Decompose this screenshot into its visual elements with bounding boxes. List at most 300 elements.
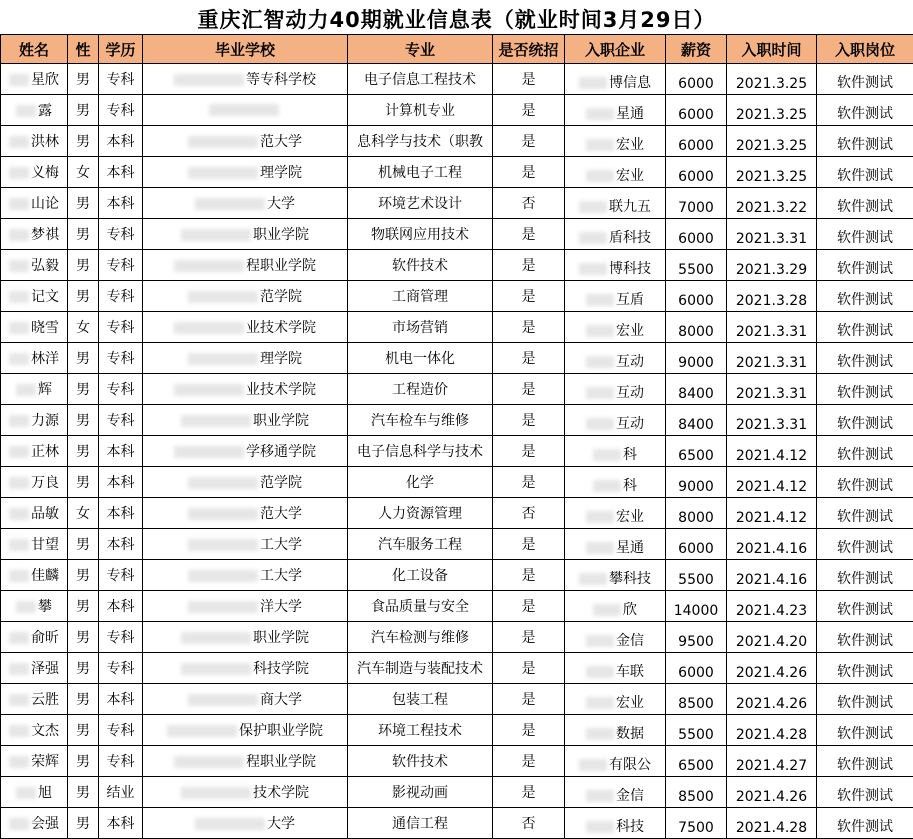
cell-education[interactable] <box>99 436 143 467</box>
col-header-education[interactable]: 学历 <box>99 35 143 64</box>
cell-position[interactable] <box>817 715 913 746</box>
cell-name[interactable] <box>1 64 68 95</box>
cell-gender[interactable] <box>68 436 99 467</box>
cell-major[interactable] <box>348 312 493 343</box>
cell-education[interactable] <box>99 715 143 746</box>
cell-gender[interactable] <box>68 777 99 808</box>
cell-tongzhao[interactable] <box>493 188 565 219</box>
table-row <box>1 653 913 684</box>
cell-position[interactable] <box>817 591 913 622</box>
cell-company[interactable] <box>565 777 666 808</box>
cell-school[interactable] <box>143 529 348 560</box>
cell-gender[interactable] <box>68 219 99 250</box>
cell-school[interactable] <box>143 64 348 95</box>
redaction-blur <box>9 570 29 582</box>
cell-date[interactable] <box>727 405 817 436</box>
cell-company[interactable] <box>565 95 666 126</box>
cell-gender[interactable] <box>68 622 99 653</box>
cell-company[interactable] <box>565 250 666 281</box>
cell-education[interactable] <box>99 777 143 808</box>
cell-tongzhao[interactable] <box>493 622 565 653</box>
cell-school[interactable] <box>143 126 348 157</box>
cell-name[interactable] <box>1 498 68 529</box>
cell-education[interactable] <box>99 64 143 95</box>
redaction-blur <box>9 632 29 644</box>
cell-tongzhao[interactable] <box>493 684 565 715</box>
cell-name[interactable] <box>1 684 68 715</box>
cell-major[interactable] <box>348 405 493 436</box>
cell-company[interactable] <box>565 560 666 591</box>
cell-gender[interactable] <box>68 467 99 498</box>
cell-major[interactable] <box>348 746 493 777</box>
col-header-date[interactable]: 入职时间 <box>727 35 817 64</box>
cell-position[interactable] <box>817 281 913 312</box>
cell-gender[interactable] <box>68 188 99 219</box>
cell-position[interactable] <box>817 250 913 281</box>
cell-salary[interactable] <box>666 808 727 839</box>
redaction-blur <box>586 325 614 337</box>
cell-education[interactable] <box>99 343 143 374</box>
cell-salary[interactable] <box>666 312 727 343</box>
cell-education[interactable] <box>99 498 143 529</box>
cell-salary[interactable] <box>666 715 727 746</box>
cell-date[interactable] <box>727 64 817 95</box>
cell-tongzhao[interactable] <box>493 343 565 374</box>
col-header-salary[interactable]: 薪资 <box>666 35 727 64</box>
cell-name[interactable] <box>1 746 68 777</box>
cell-gender[interactable] <box>68 560 99 591</box>
cell-gender[interactable] <box>68 374 99 405</box>
cell-company-text: 车联 <box>616 664 644 680</box>
col-header-position[interactable]: 入职岗位 <box>817 35 913 64</box>
cell-education[interactable] <box>99 374 143 405</box>
col-header-name[interactable]: 姓名 <box>1 35 68 64</box>
cell-date[interactable] <box>727 498 817 529</box>
cell-date[interactable] <box>727 157 817 188</box>
cell-school[interactable] <box>143 157 348 188</box>
cell-salary[interactable] <box>666 64 727 95</box>
cell-education-text: 本科 <box>107 475 135 491</box>
cell-major[interactable] <box>348 777 493 808</box>
cell-education[interactable] <box>99 405 143 436</box>
cell-position[interactable] <box>817 622 913 653</box>
cell-tongzhao[interactable] <box>493 591 565 622</box>
cell-name[interactable] <box>1 808 68 839</box>
redaction-blur <box>9 756 29 768</box>
redaction-blur <box>188 570 258 582</box>
cell-tongzhao-text: 是 <box>522 444 536 460</box>
cell-tongzhao[interactable] <box>493 529 565 560</box>
cell-education[interactable] <box>99 684 143 715</box>
cell-company[interactable] <box>565 312 666 343</box>
redaction-blur <box>9 446 29 458</box>
cell-education[interactable] <box>99 312 143 343</box>
cell-position[interactable] <box>817 560 913 591</box>
cell-date[interactable] <box>727 281 817 312</box>
cell-name[interactable] <box>1 560 68 591</box>
cell-tongzhao[interactable] <box>493 715 565 746</box>
col-header-major[interactable]: 专业 <box>348 35 493 64</box>
cell-salary[interactable] <box>666 126 727 157</box>
cell-date[interactable] <box>727 219 817 250</box>
cell-tongzhao[interactable] <box>493 126 565 157</box>
cell-major-text: 汽车服务工程 <box>378 537 462 553</box>
cell-salary[interactable] <box>666 560 727 591</box>
cell-name-text: 晓雪 <box>31 320 59 336</box>
cell-name[interactable] <box>1 250 68 281</box>
cell-salary-text: 6000 <box>678 107 714 123</box>
redaction-blur <box>586 294 614 306</box>
cell-education[interactable] <box>99 560 143 591</box>
cell-company[interactable] <box>565 715 666 746</box>
cell-position-text: 软件测试 <box>837 199 893 215</box>
col-header-tongzhao[interactable]: 是否统招 <box>493 35 565 64</box>
cell-school[interactable] <box>143 374 348 405</box>
cell-school[interactable] <box>143 684 348 715</box>
cell-tongzhao[interactable] <box>493 808 565 839</box>
cell-education[interactable] <box>99 126 143 157</box>
cell-company[interactable] <box>565 591 666 622</box>
cell-gender[interactable] <box>68 715 99 746</box>
cell-major[interactable] <box>348 467 493 498</box>
cell-school[interactable] <box>143 188 348 219</box>
cell-date[interactable] <box>727 622 817 653</box>
cell-name[interactable] <box>1 219 68 250</box>
cell-school[interactable] <box>143 498 348 529</box>
cell-gender[interactable] <box>68 405 99 436</box>
cell-tongzhao[interactable] <box>493 560 565 591</box>
col-header-company[interactable]: 入职企业 <box>565 35 666 64</box>
cell-name[interactable] <box>1 436 68 467</box>
cell-salary[interactable] <box>666 777 727 808</box>
cell-tongzhao[interactable] <box>493 374 565 405</box>
cell-education-text: 专科 <box>107 568 135 584</box>
cell-school[interactable] <box>143 95 348 126</box>
cell-tongzhao[interactable] <box>493 95 565 126</box>
cell-school[interactable] <box>143 622 348 653</box>
cell-gender-text: 男 <box>76 289 90 305</box>
cell-salary[interactable] <box>666 529 727 560</box>
cell-gender[interactable] <box>68 281 99 312</box>
cell-gender[interactable] <box>68 684 99 715</box>
cell-date-text: 2021.3.31 <box>736 386 807 402</box>
cell-major-text: 软件技术 <box>392 754 448 770</box>
cell-tongzhao[interactable] <box>493 64 565 95</box>
cell-company[interactable] <box>565 498 666 529</box>
cell-gender[interactable] <box>68 343 99 374</box>
cell-tongzhao[interactable] <box>493 405 565 436</box>
cell-school[interactable] <box>143 405 348 436</box>
cell-salary[interactable] <box>666 498 727 529</box>
cell-salary[interactable] <box>666 436 727 467</box>
cell-gender[interactable] <box>68 653 99 684</box>
cell-position[interactable] <box>817 653 913 684</box>
cell-gender[interactable] <box>68 126 99 157</box>
cell-position[interactable] <box>817 467 913 498</box>
cell-major[interactable] <box>348 157 493 188</box>
cell-name[interactable] <box>1 622 68 653</box>
cell-position[interactable] <box>817 374 913 405</box>
cell-date-text: 2021.4.28 <box>736 820 807 836</box>
cell-company[interactable] <box>565 157 666 188</box>
col-header-gender[interactable]: 性 <box>68 35 99 64</box>
cell-position[interactable] <box>817 219 913 250</box>
cell-gender[interactable] <box>68 157 99 188</box>
cell-name[interactable] <box>1 157 68 188</box>
cell-tongzhao[interactable] <box>493 281 565 312</box>
cell-date[interactable] <box>727 312 817 343</box>
cell-major[interactable] <box>348 250 493 281</box>
cell-salary[interactable] <box>666 746 727 777</box>
cell-tongzhao[interactable] <box>493 777 565 808</box>
cell-position[interactable] <box>817 157 913 188</box>
cell-name[interactable] <box>1 312 68 343</box>
redaction-blur <box>188 353 258 365</box>
cell-salary[interactable] <box>666 188 727 219</box>
cell-company[interactable] <box>565 281 666 312</box>
cell-position[interactable] <box>817 746 913 777</box>
cell-date[interactable] <box>727 436 817 467</box>
cell-date[interactable] <box>727 808 817 839</box>
cell-date[interactable] <box>727 684 817 715</box>
cell-school[interactable] <box>143 343 348 374</box>
cell-position[interactable] <box>817 126 913 157</box>
cell-education[interactable] <box>99 281 143 312</box>
cell-gender[interactable] <box>68 312 99 343</box>
cell-major[interactable] <box>348 126 493 157</box>
cell-education[interactable] <box>99 653 143 684</box>
cell-gender[interactable] <box>68 250 99 281</box>
cell-salary-text: 5500 <box>678 262 714 278</box>
cell-salary[interactable] <box>666 219 727 250</box>
cell-name[interactable] <box>1 405 68 436</box>
cell-school[interactable] <box>143 219 348 250</box>
cell-major[interactable] <box>348 343 493 374</box>
cell-salary[interactable] <box>666 405 727 436</box>
cell-position[interactable] <box>817 64 913 95</box>
cell-major[interactable] <box>348 374 493 405</box>
cell-gender-text: 女 <box>76 320 90 336</box>
cell-major[interactable] <box>348 715 493 746</box>
cell-major[interactable] <box>348 653 493 684</box>
cell-position[interactable] <box>817 436 913 467</box>
cell-school[interactable] <box>143 777 348 808</box>
cell-date[interactable] <box>727 126 817 157</box>
cell-tongzhao[interactable] <box>493 467 565 498</box>
cell-date[interactable] <box>727 467 817 498</box>
cell-education[interactable] <box>99 219 143 250</box>
cell-school[interactable] <box>143 808 348 839</box>
cell-name[interactable] <box>1 343 68 374</box>
cell-major[interactable] <box>348 684 493 715</box>
cell-name[interactable] <box>1 529 68 560</box>
cell-gender[interactable] <box>68 591 99 622</box>
cell-company[interactable] <box>565 653 666 684</box>
cell-education[interactable] <box>99 157 143 188</box>
cell-major[interactable] <box>348 529 493 560</box>
cell-date[interactable] <box>727 374 817 405</box>
cell-major[interactable] <box>348 95 493 126</box>
cell-tongzhao[interactable] <box>493 653 565 684</box>
cell-name[interactable] <box>1 281 68 312</box>
cell-salary[interactable] <box>666 467 727 498</box>
cell-company[interactable] <box>565 64 666 95</box>
cell-education[interactable] <box>99 529 143 560</box>
cell-date[interactable] <box>727 250 817 281</box>
cell-salary[interactable] <box>666 684 727 715</box>
cell-major[interactable] <box>348 808 493 839</box>
cell-position[interactable] <box>817 343 913 374</box>
cell-salary[interactable] <box>666 95 727 126</box>
cell-company[interactable] <box>565 343 666 374</box>
cell-position[interactable] <box>817 95 913 126</box>
cell-tongzhao-text: 是 <box>522 289 536 305</box>
cell-date[interactable] <box>727 343 817 374</box>
cell-position[interactable] <box>817 529 913 560</box>
cell-education[interactable] <box>99 467 143 498</box>
cell-major-text: 汽车检测与维修 <box>371 630 469 646</box>
table-row <box>1 405 913 436</box>
cell-school-text: 大学 <box>267 196 295 212</box>
cell-company[interactable] <box>565 374 666 405</box>
cell-school[interactable] <box>143 715 348 746</box>
cell-name[interactable] <box>1 126 68 157</box>
cell-name[interactable] <box>1 374 68 405</box>
cell-position[interactable] <box>817 808 913 839</box>
cell-gender[interactable] <box>68 498 99 529</box>
cell-major[interactable] <box>348 219 493 250</box>
cell-date[interactable] <box>727 653 817 684</box>
redaction-blur <box>9 167 29 179</box>
cell-company[interactable] <box>565 529 666 560</box>
cell-company[interactable] <box>565 219 666 250</box>
cell-school[interactable] <box>143 250 348 281</box>
cell-company[interactable] <box>565 684 666 715</box>
cell-education[interactable] <box>99 188 143 219</box>
col-header-school[interactable]: 毕业学校 <box>143 35 348 64</box>
redaction-blur <box>586 511 614 523</box>
cell-major[interactable] <box>348 591 493 622</box>
cell-salary[interactable] <box>666 374 727 405</box>
cell-name[interactable] <box>1 95 68 126</box>
cell-name[interactable] <box>1 188 68 219</box>
cell-tongzhao[interactable] <box>493 312 565 343</box>
cell-major[interactable] <box>348 64 493 95</box>
cell-education[interactable] <box>99 95 143 126</box>
cell-major[interactable] <box>348 622 493 653</box>
cell-school[interactable] <box>143 436 348 467</box>
cell-school[interactable] <box>143 653 348 684</box>
cell-major-text: 化学 <box>406 475 434 491</box>
cell-date[interactable] <box>727 95 817 126</box>
cell-date[interactable] <box>727 188 817 219</box>
redaction-blur <box>181 663 251 675</box>
cell-school[interactable] <box>143 746 348 777</box>
cell-major[interactable] <box>348 498 493 529</box>
cell-company[interactable] <box>565 126 666 157</box>
cell-salary[interactable] <box>666 622 727 653</box>
cell-gender[interactable] <box>68 808 99 839</box>
cell-education[interactable] <box>99 808 143 839</box>
cell-tongzhao[interactable] <box>493 250 565 281</box>
cell-school[interactable] <box>143 281 348 312</box>
cell-date[interactable] <box>727 560 817 591</box>
cell-company-text: 有限公 <box>609 757 651 773</box>
cell-position[interactable] <box>817 684 913 715</box>
cell-tongzhao[interactable] <box>493 498 565 529</box>
cell-date[interactable] <box>727 777 817 808</box>
cell-major[interactable] <box>348 281 493 312</box>
cell-company-text: 博科技 <box>609 261 651 277</box>
cell-tongzhao[interactable] <box>493 157 565 188</box>
cell-education[interactable] <box>99 250 143 281</box>
cell-major[interactable] <box>348 436 493 467</box>
cell-salary[interactable] <box>666 157 727 188</box>
cell-name[interactable] <box>1 777 68 808</box>
cell-name[interactable] <box>1 653 68 684</box>
cell-education[interactable] <box>99 622 143 653</box>
cell-company[interactable] <box>565 808 666 839</box>
cell-education[interactable] <box>99 746 143 777</box>
cell-date-text: 2021.4.16 <box>736 541 807 557</box>
cell-salary[interactable] <box>666 591 727 622</box>
cell-school[interactable] <box>143 591 348 622</box>
cell-tongzhao[interactable] <box>493 436 565 467</box>
cell-major[interactable] <box>348 560 493 591</box>
cell-company[interactable] <box>565 467 666 498</box>
cell-salary[interactable] <box>666 653 727 684</box>
cell-date-text: 2021.4.28 <box>736 727 807 743</box>
cell-school-text: 范学院 <box>260 475 302 491</box>
table-row <box>1 436 913 467</box>
cell-company[interactable] <box>565 436 666 467</box>
cell-school[interactable] <box>143 560 348 591</box>
cell-company[interactable] <box>565 188 666 219</box>
cell-date[interactable] <box>727 715 817 746</box>
cell-name[interactable] <box>1 591 68 622</box>
cell-salary[interactable] <box>666 250 727 281</box>
cell-salary-text: 5500 <box>678 572 714 588</box>
cell-education[interactable] <box>99 591 143 622</box>
cell-position[interactable] <box>817 498 913 529</box>
redaction-blur <box>9 198 29 210</box>
cell-gender[interactable] <box>68 746 99 777</box>
cell-gender-text: 男 <box>76 351 90 367</box>
cell-company[interactable] <box>565 405 666 436</box>
cell-school[interactable] <box>143 312 348 343</box>
cell-tongzhao[interactable] <box>493 219 565 250</box>
cell-salary[interactable] <box>666 281 727 312</box>
cell-name[interactable] <box>1 715 68 746</box>
cell-company[interactable] <box>565 622 666 653</box>
cell-position[interactable] <box>817 405 913 436</box>
cell-position[interactable] <box>817 188 913 219</box>
cell-date[interactable] <box>727 746 817 777</box>
cell-date[interactable] <box>727 529 817 560</box>
cell-date[interactable] <box>727 591 817 622</box>
cell-position[interactable] <box>817 777 913 808</box>
cell-gender[interactable] <box>68 64 99 95</box>
cell-name[interactable] <box>1 467 68 498</box>
cell-position[interactable] <box>817 312 913 343</box>
cell-major[interactable] <box>348 188 493 219</box>
cell-salary[interactable] <box>666 343 727 374</box>
cell-gender[interactable] <box>68 529 99 560</box>
cell-tongzhao[interactable] <box>493 746 565 777</box>
cell-school[interactable] <box>143 467 348 498</box>
cell-gender[interactable] <box>68 95 99 126</box>
cell-company[interactable] <box>565 746 666 777</box>
